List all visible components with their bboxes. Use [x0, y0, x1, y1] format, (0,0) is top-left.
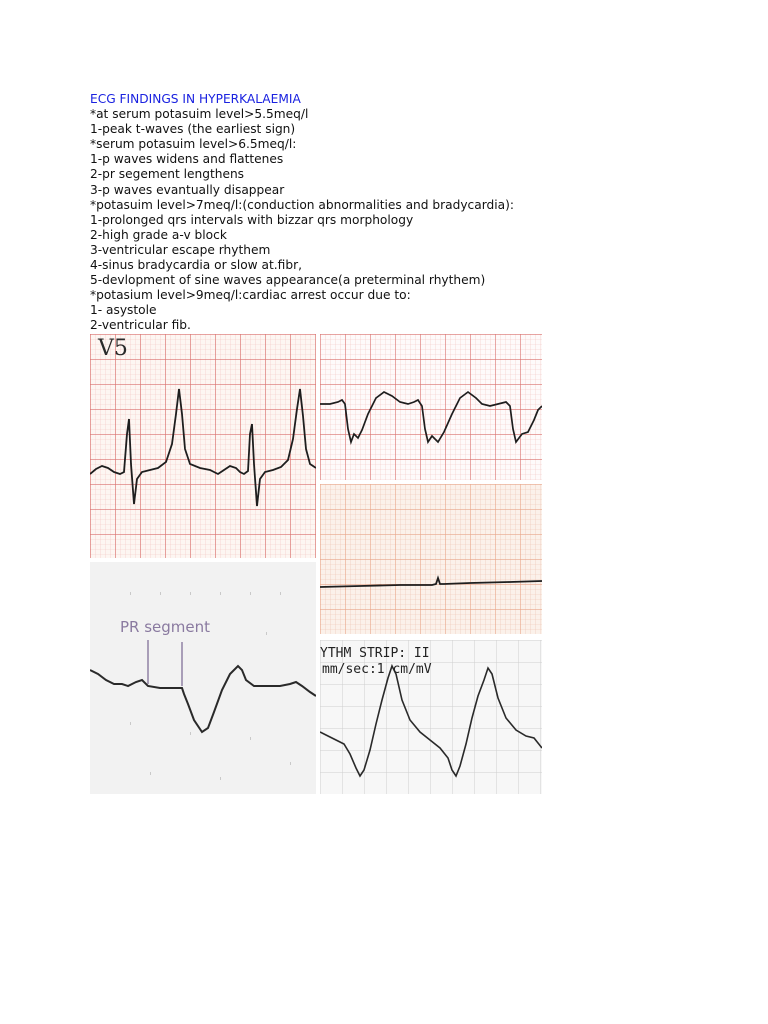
pr-segment-label: PR segment — [120, 618, 211, 636]
note-line: *potasuim level>7meq/l:(conduction abnormalities and bradycardia): — [90, 197, 514, 212]
ecg-asystole-image — [320, 484, 542, 634]
note-line: *at serum potasuim level>5.5meq/l — [90, 107, 309, 122]
note-line: *serum potasuim level>6.5meq/l: — [90, 137, 297, 152]
ecg-wide-qrs — [320, 334, 542, 480]
note-line: 3-p waves evantually disappear — [90, 182, 285, 197]
note-line: 4-sinus bradycardia or slow at.fibr, — [90, 258, 302, 273]
rhythm-strip-lead-label: YTHM STRIP: II — [320, 646, 430, 661]
note-line: 5-devlopment of sine waves appearance(a preterminal rhythem) — [90, 273, 486, 288]
ecg-asystole — [320, 484, 542, 634]
document-title: ECG FINDINGS IN HYPERKALAEMIA — [90, 92, 301, 106]
note-line: 2-pr segement lengthens — [90, 167, 245, 182]
ecg-pr-segment-image — [90, 562, 316, 794]
note-line: 2-high grade a-v block — [90, 227, 227, 242]
ecg-pr-segment — [90, 562, 316, 794]
note-line: 3-ventricular escape rhythem — [90, 242, 271, 257]
note-line: 1-p waves widens and flattenes — [90, 152, 284, 167]
ecg-peaked-t-waves-image — [90, 334, 316, 558]
note-line: 1-prolonged qrs intervals with bizzar qrs morphology — [90, 212, 414, 227]
note-line: 1- asystole — [90, 303, 157, 318]
ecg-sine-wave — [320, 640, 542, 794]
ecg-wide-qrs-image — [320, 334, 542, 480]
lead-v5-label: V5 — [98, 336, 128, 361]
hyperkalaemia-notes — [90, 92, 590, 334]
ecg-peaked-t-waves — [90, 334, 316, 558]
note-line: *potasium level>9meq/l:cardiac arrest occur due to: — [90, 288, 411, 303]
note-line: 1-peak t-waves (the earliest sign) — [90, 122, 296, 137]
rhythm-strip-settings-label: mm/sec:1 cm/mV — [322, 662, 432, 677]
note-line: 2-ventricular fib. — [90, 318, 191, 333]
